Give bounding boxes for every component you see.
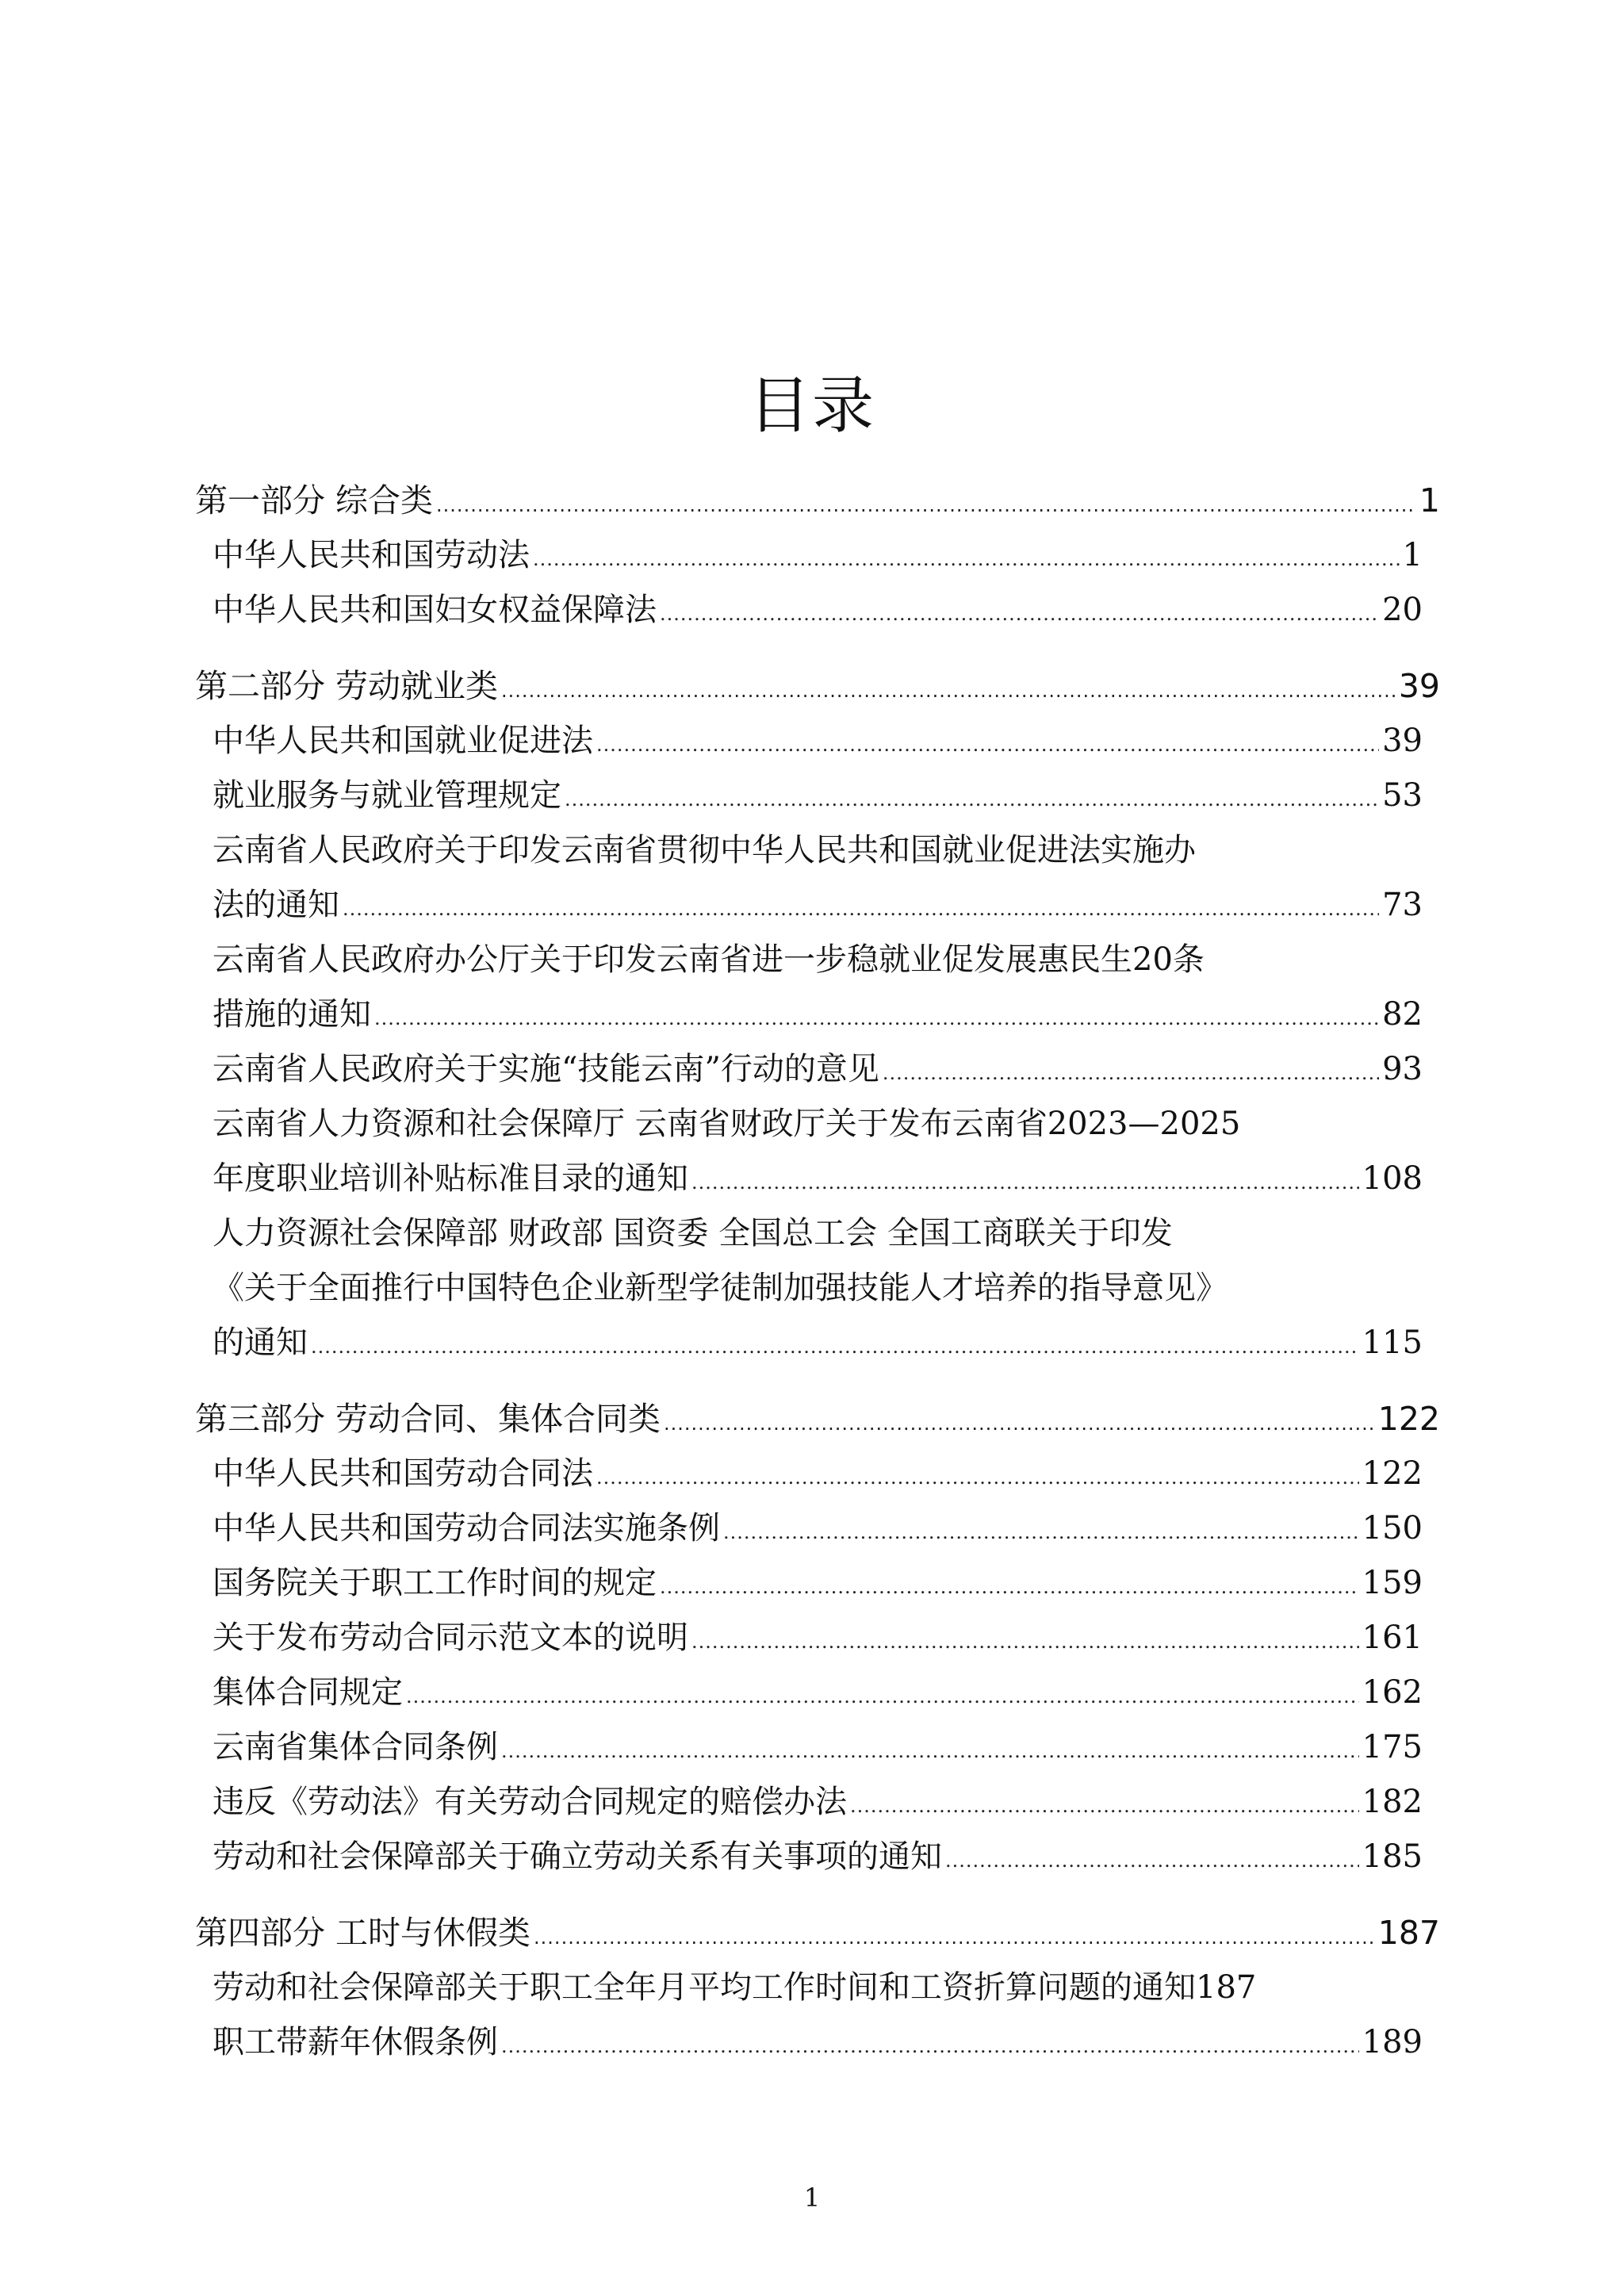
- toc-entry-page-number: 39: [1382, 723, 1423, 759]
- toc-entry-line: [213, 987, 1440, 1042]
- toc-entry-page-number: 185: [1362, 1838, 1423, 1875]
- toc-entry-line: [213, 878, 1440, 933]
- dot-leader: [596, 1451, 1359, 1505]
- toc-entry-line: [213, 933, 1440, 987]
- dot-leader: [660, 1560, 1359, 1615]
- toc-entry-page-number: 150: [1362, 1510, 1423, 1547]
- section-heading[interactable]: [195, 473, 1440, 528]
- section-heading[interactable]: [195, 1905, 1440, 1961]
- toc-entry-page-number: 73: [1382, 887, 1423, 923]
- toc-entry-title: 人力资源社会保障部 财政部 国资委 全国总工会 全国工商联关于印发: [213, 1215, 1173, 1251]
- dot-leader: [501, 1724, 1359, 1779]
- toc-entry-line: [213, 1830, 1440, 1884]
- section-heading[interactable]: [195, 658, 1440, 714]
- toc-entry-line: [213, 714, 1440, 769]
- section-page-number: 122: [1377, 1400, 1440, 1438]
- dot-leader: [534, 1910, 1375, 1965]
- dot-leader: [533, 532, 1400, 587]
- toc-entry-title: 劳动和社会保障部关于确立劳动关系有关事项的通知: [213, 1838, 942, 1875]
- toc-entry-title: 职工带薪年休假条例: [213, 2024, 498, 2060]
- toc-entry-title: 中华人民共和国劳动合同法: [213, 1455, 593, 1492]
- toc-entry-title: 云南省人民政府关于印发云南省贯彻中华人民共和国就业促进法实施办: [213, 832, 1196, 868]
- section-heading-text: 第四部分 工时与休假类: [195, 1914, 531, 1952]
- dot-leader: [501, 663, 1396, 719]
- toc-entry-line: [213, 528, 1440, 583]
- dot-leader: [311, 1320, 1359, 1374]
- dot-leader: [691, 1156, 1359, 1210]
- toc-entry-line: [213, 1042, 1440, 1097]
- toc-entry-line: [213, 1316, 1440, 1370]
- toc-entry-page-number: 162: [1362, 1674, 1423, 1711]
- toc-entry[interactable]: [213, 1206, 1440, 1370]
- dot-leader: [343, 882, 1379, 937]
- toc-entry-title: 的通知: [213, 1324, 308, 1361]
- toc-entry-title: 中华人民共和国妇女权益保障法: [213, 592, 657, 628]
- toc-entry[interactable]: [213, 2015, 1440, 2070]
- toc-entry-page-number: 182: [1362, 1784, 1423, 1820]
- toc-entry-title: 云南省人民政府关于实施“技能云南”行动的意见: [213, 1051, 879, 1087]
- toc-entry-line: [213, 1556, 1440, 1611]
- toc-entry[interactable]: [213, 528, 1440, 583]
- toc-entry-page-number: 20: [1382, 592, 1423, 628]
- toc-entry-title: 云南省集体合同条例: [213, 1729, 498, 1765]
- toc-entry-line: [213, 823, 1440, 878]
- toc-entry-line: [213, 583, 1440, 638]
- dot-leader: [691, 1615, 1359, 1669]
- toc-entry-line: [213, 1261, 1440, 1316]
- toc-entry-line: [213, 1775, 1440, 1830]
- toc-entry-page-number: 159: [1362, 1565, 1423, 1601]
- toc-entry-page-number: 115: [1362, 1324, 1423, 1361]
- dot-leader: [406, 1669, 1359, 1724]
- toc-section: [195, 473, 1440, 638]
- toc-entry-title: 措施的通知: [213, 996, 371, 1033]
- toc-entry-title: 集体合同规定: [213, 1674, 403, 1711]
- page-number: 1: [803, 2183, 821, 2213]
- dot-leader: [660, 587, 1379, 642]
- toc-entry[interactable]: [213, 583, 1440, 638]
- toc-entry-line: [213, 1961, 1440, 2015]
- toc-entry-title: 劳动和社会保障部关于职工全年月平均工作时间和工资折算问题的通知: [213, 1969, 1196, 2006]
- toc-entry-line: [213, 1152, 1440, 1206]
- toc-entry-line: [213, 1097, 1440, 1152]
- toc-section: [195, 658, 1440, 1370]
- toc-entry[interactable]: [213, 1042, 1440, 1097]
- dot-leader: [501, 2019, 1359, 2074]
- dot-leader: [723, 1505, 1359, 1560]
- toc-entry-page-number: 189: [1362, 2024, 1423, 2060]
- toc-entry[interactable]: [213, 1775, 1440, 1830]
- toc-entry-line: [213, 1611, 1440, 1665]
- section-heading-text: 第二部分 劳动就业类: [195, 667, 499, 705]
- toc-entry-title: 云南省人民政府办公厅关于印发云南省进一步稳就业促发展惠民生20条: [213, 941, 1205, 978]
- toc-entry[interactable]: [213, 1611, 1440, 1665]
- toc-entry-title: 年度职业培训补贴标准目录的通知: [213, 1160, 688, 1197]
- toc-entry[interactable]: [213, 1097, 1440, 1206]
- toc-entry[interactable]: [213, 823, 1440, 933]
- toc-entry-page-number: 1: [1402, 537, 1423, 573]
- toc-entry-title: 就业服务与就业管理规定: [213, 777, 561, 814]
- toc-entry-page-number: 82: [1382, 996, 1423, 1033]
- toc-entry-title: 中华人民共和国劳动法: [213, 537, 530, 573]
- toc-entry-line: [213, 1665, 1440, 1720]
- toc-entry-line: [213, 769, 1440, 823]
- toc-entry-line: [213, 1206, 1440, 1261]
- toc-entry-title: 《关于全面推行中国特色企业新型学徒制加强技能人才培养的指导意见》: [213, 1270, 1228, 1306]
- dot-leader: [850, 1779, 1359, 1834]
- toc-entry[interactable]: [213, 1961, 1440, 2015]
- toc-entry-title: 国务院关于职工工作时间的规定: [213, 1565, 657, 1601]
- toc-entry-page-number: 161: [1362, 1619, 1423, 1656]
- dot-leader: [596, 718, 1379, 772]
- section-heading-text: 第一部分 综合类: [195, 481, 434, 519]
- toc-entry[interactable]: [213, 1830, 1440, 1884]
- dot-leader: [664, 1396, 1375, 1451]
- toc-section: [195, 1905, 1440, 2070]
- toc-entry-line: [213, 1447, 1440, 1501]
- dot-leader: [945, 1834, 1359, 1888]
- toc-entry-title: 违反《劳动法》有关劳动合同规定的赔偿办法: [213, 1784, 847, 1820]
- toc-entry-page-number: 187: [1196, 1969, 1257, 2006]
- toc-entry-line: [213, 2015, 1440, 2070]
- section-heading-text: 第三部分 劳动合同、集体合同类: [195, 1400, 661, 1438]
- page-title: 目录: [748, 370, 875, 442]
- section-page-number: 39: [1398, 667, 1440, 705]
- table-of-contents: [195, 473, 1440, 2091]
- dot-leader: [883, 1046, 1379, 1101]
- dot-leader: [374, 991, 1379, 1046]
- section-heading[interactable]: [195, 1391, 1440, 1447]
- toc-entry[interactable]: [213, 1665, 1440, 1720]
- toc-entry[interactable]: [213, 1447, 1440, 1501]
- toc-entry-page-number: 53: [1382, 777, 1423, 814]
- toc-entry-page-number: 108: [1362, 1160, 1423, 1197]
- toc-section: [195, 1391, 1440, 1884]
- toc-entry-line: [213, 1720, 1440, 1775]
- dot-leader: [436, 477, 1416, 533]
- section-page-number: 187: [1377, 1914, 1440, 1952]
- toc-entry-title: 关于发布劳动合同示范文本的说明: [213, 1619, 688, 1656]
- toc-entry[interactable]: [213, 933, 1440, 1042]
- toc-entry-title: 云南省人力资源和社会保障厅 云南省财政厅关于发布云南省2023—2025: [213, 1106, 1241, 1142]
- dot-leader: [565, 772, 1379, 827]
- toc-entry[interactable]: [213, 1720, 1440, 1775]
- toc-entry[interactable]: [213, 714, 1440, 769]
- toc-entry-page-number: 93: [1382, 1051, 1423, 1087]
- toc-entry-line: [213, 1501, 1440, 1556]
- toc-entry-title: 中华人民共和国劳动合同法实施条例: [213, 1510, 720, 1547]
- toc-entry-page-number: 122: [1362, 1455, 1423, 1492]
- toc-entry[interactable]: [213, 1501, 1440, 1556]
- toc-entry-page-number: 175: [1362, 1729, 1423, 1765]
- toc-entry[interactable]: [213, 1556, 1440, 1611]
- section-page-number: 1: [1419, 481, 1440, 519]
- toc-entry-title: 中华人民共和国就业促进法: [213, 723, 593, 759]
- toc-entry-title: 法的通知: [213, 887, 339, 923]
- toc-entry[interactable]: [213, 769, 1440, 823]
